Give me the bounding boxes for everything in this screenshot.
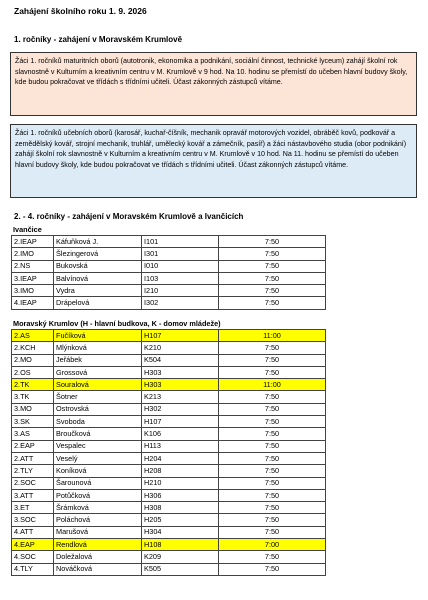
teacher-cell: Jeřábek [54, 354, 142, 366]
room-cell: I302 [142, 297, 219, 309]
teacher-cell: Ostrovská [54, 403, 142, 415]
room-cell: K106 [142, 428, 219, 440]
teacher-cell: Svoboda [54, 416, 142, 428]
time-cell: 7:50 [219, 297, 326, 309]
time-cell: 7:50 [219, 465, 326, 477]
room-cell: I103 [142, 272, 219, 284]
time-cell: 7:50 [219, 440, 326, 452]
time-cell: 7:50 [219, 236, 326, 248]
class-cell: 4.TLY [12, 563, 54, 575]
teacher-cell: Drápelová [54, 297, 142, 309]
notice-box-ucebni: Žáci 1. ročníků učebních oborů (karosář, kuchař-číšník, mechanik opravář motorových vozidel, obráběč kovů, podkovář a zemědělský kovář, strojní mechanik, truhlář, umělecký kovář a zámečník, pasíř) a žáci nástavbového studia (obor podnikání) zahájí školní rok slavnostně v Kulturním a kreativním centru v M. Krumlově v 10 hod. Na 11. hodinu se přemístí do učeben hlavní budovy školy, kde budou pokračovat ve třídách s třídními učiteli. Účast zákonných zástupců vítáme. [10, 124, 417, 198]
teacher-cell: Fučíková [54, 330, 142, 342]
teacher-cell: Káfuňková J. [54, 236, 142, 248]
table-row [12, 272, 326, 284]
table-row [12, 297, 326, 309]
table-row [12, 391, 326, 403]
notice-box-maturitni: Žáci 1. ročníků maturitních oborů (autotronik, ekonomika a podnikání, sociální činnost, technické lyceum) zahájí školní rok slavnostně v Kulturním a kreativním centru v M. Krumlově v 9 hod. Na 10. hodinu se přemístí do učeben hlavní budovy školy, kde budou pokračovat ve třídách s třídními učiteli. Účast zákonných zástupců vítáme. [10, 52, 417, 116]
class-cell: 2.AS [12, 330, 54, 342]
teacher-cell: Šarounová [54, 477, 142, 489]
ivancice-table [11, 235, 326, 310]
class-cell: 4.SOC [12, 551, 54, 563]
table-row [12, 563, 326, 575]
table-row [12, 260, 326, 272]
class-cell: 3.IEAP [12, 272, 54, 284]
teacher-cell: Šotner [54, 391, 142, 403]
table-row [12, 354, 326, 366]
room-cell: H303 [142, 379, 219, 391]
class-cell: 2.KCH [12, 342, 54, 354]
teacher-cell: Vydra [54, 285, 142, 297]
table-row [12, 514, 326, 526]
table-row [12, 452, 326, 464]
class-cell: 3.MO [12, 403, 54, 415]
room-cell: I010 [142, 260, 219, 272]
class-cell: 2.TK [12, 379, 54, 391]
time-cell: 7:50 [219, 563, 326, 575]
room-cell: H113 [142, 440, 219, 452]
room-cell: K213 [142, 391, 219, 403]
class-cell: 2.NS [12, 260, 54, 272]
teacher-cell: Šlezingerová [54, 248, 142, 260]
teacher-cell: Koníková [54, 465, 142, 477]
table-row [12, 248, 326, 260]
room-cell: H303 [142, 366, 219, 378]
teacher-cell: Balvínová [54, 272, 142, 284]
table-row [12, 539, 326, 551]
room-cell: K209 [142, 551, 219, 563]
class-cell: 4.IEAP [12, 297, 54, 309]
class-cell: 3.ET [12, 502, 54, 514]
class-cell: 3.IMO [12, 285, 54, 297]
room-cell: H306 [142, 489, 219, 501]
time-cell: 7:50 [219, 354, 326, 366]
table-row [12, 526, 326, 538]
table-row [12, 489, 326, 501]
section1-heading: 1. ročníky - zahájení v Moravském Krumlově [14, 35, 183, 44]
time-cell: 7:50 [219, 272, 326, 284]
time-cell: 7:50 [219, 477, 326, 489]
class-cell: 2.SOC [12, 477, 54, 489]
class-cell: 4.ATT [12, 526, 54, 538]
time-cell: 7:50 [219, 489, 326, 501]
time-cell: 7:50 [219, 391, 326, 403]
class-cell: 2.IEAP [12, 236, 54, 248]
table-row [12, 236, 326, 248]
time-cell: 7:50 [219, 428, 326, 440]
table-row [12, 502, 326, 514]
room-cell: H107 [142, 416, 219, 428]
time-cell: 7:50 [219, 416, 326, 428]
class-cell: 4.EAP [12, 539, 54, 551]
time-cell: 11:00 [219, 330, 326, 342]
class-cell: 2.IMO [12, 248, 54, 260]
krumlov-label: Moravský Krumlov (H - hlavní budkova, K - domov mládeže) [13, 319, 221, 328]
teacher-cell: Souralová [54, 379, 142, 391]
room-cell: H302 [142, 403, 219, 415]
teacher-cell: Potůčková [54, 489, 142, 501]
teacher-cell: Broučková [54, 428, 142, 440]
teacher-cell: Marušová [54, 526, 142, 538]
class-cell: 2.MO [12, 354, 54, 366]
table-row [12, 477, 326, 489]
teacher-cell: Veselý [54, 452, 142, 464]
time-cell: 7:50 [219, 551, 326, 563]
room-cell: H304 [142, 526, 219, 538]
class-cell: 3.ATT [12, 489, 54, 501]
table-row [12, 366, 326, 378]
table-row [12, 440, 326, 452]
time-cell: 7:50 [219, 285, 326, 297]
ivancice-label: Ivančice [13, 225, 42, 234]
time-cell: 7:50 [219, 248, 326, 260]
room-cell: K505 [142, 563, 219, 575]
room-cell: K210 [142, 342, 219, 354]
time-cell: 7:50 [219, 366, 326, 378]
class-cell: 2.TLY [12, 465, 54, 477]
teacher-cell: Bukovská [54, 260, 142, 272]
table-row [12, 285, 326, 297]
table-row [12, 330, 326, 342]
room-cell: H208 [142, 465, 219, 477]
section2-heading: 2. - 4. ročníky - zahájení v Moravském Krumlově a Ivančicích [14, 212, 244, 221]
teacher-cell: Vespalec [54, 440, 142, 452]
time-cell: 7:50 [219, 514, 326, 526]
time-cell: 7:50 [219, 526, 326, 538]
teacher-cell: Doležalová [54, 551, 142, 563]
room-cell: H108 [142, 539, 219, 551]
time-cell: 11:00 [219, 379, 326, 391]
room-cell: I101 [142, 236, 219, 248]
teacher-cell: Grossová [54, 366, 142, 378]
class-cell: 2.ATT [12, 452, 54, 464]
time-cell: 7:50 [219, 452, 326, 464]
krumlov-table [11, 329, 326, 576]
teacher-cell: Šrámková [54, 502, 142, 514]
table-row [12, 342, 326, 354]
class-cell: 2.EAP [12, 440, 54, 452]
table-row [12, 465, 326, 477]
teacher-cell: Nováčková [54, 563, 142, 575]
room-cell: H204 [142, 452, 219, 464]
teacher-cell: Poláchová [54, 514, 142, 526]
page-title: Zahájení školního roku 1. 9. 2026 [14, 6, 147, 16]
room-cell: H210 [142, 477, 219, 489]
room-cell: K504 [142, 354, 219, 366]
room-cell: H308 [142, 502, 219, 514]
table-row [12, 428, 326, 440]
time-cell: 7:50 [219, 342, 326, 354]
table-row [12, 379, 326, 391]
room-cell: H107 [142, 330, 219, 342]
class-cell: 3.SOC [12, 514, 54, 526]
room-cell: I301 [142, 248, 219, 260]
class-cell: 3.AS [12, 428, 54, 440]
time-cell: 7:50 [219, 502, 326, 514]
class-cell: 3.TK [12, 391, 54, 403]
table-row [12, 416, 326, 428]
table-row [12, 551, 326, 563]
teacher-cell: Mlýnková [54, 342, 142, 354]
room-cell: I210 [142, 285, 219, 297]
class-cell: 2.OS [12, 366, 54, 378]
time-cell: 7:50 [219, 260, 326, 272]
class-cell: 3.SK [12, 416, 54, 428]
table-row [12, 403, 326, 415]
room-cell: H205 [142, 514, 219, 526]
time-cell: 7:00 [219, 539, 326, 551]
teacher-cell: Rendlová [54, 539, 142, 551]
time-cell: 7:50 [219, 403, 326, 415]
